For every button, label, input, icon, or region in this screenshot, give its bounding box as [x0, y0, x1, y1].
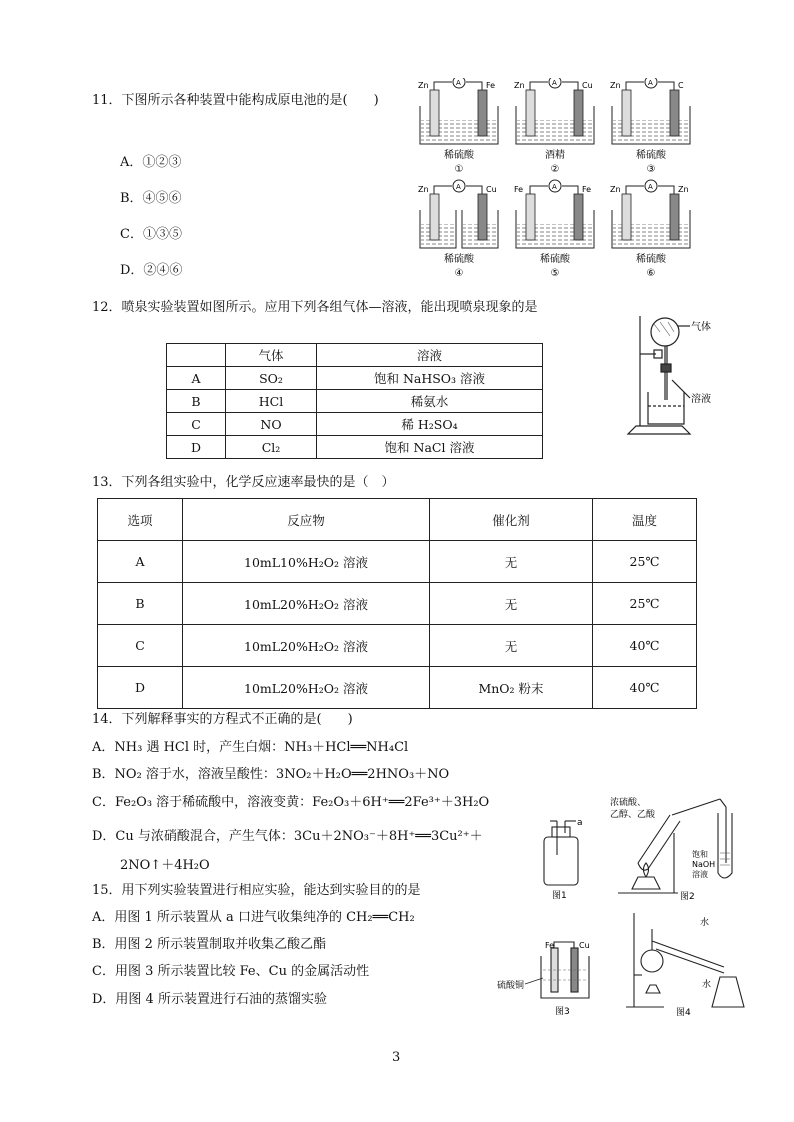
- q14-option-d-line1: D．Cu 与浓硝酸混合，产生气体：3Cu＋2NO₃⁻＋8H⁺══3Cu²⁺＋: [92, 829, 483, 844]
- cell-liquid-label: 稀硫酸: [636, 254, 666, 265]
- receiving-flask: [712, 977, 744, 1007]
- electrode-right-label: Fe: [486, 81, 496, 90]
- ammeter-label: A: [648, 183, 653, 191]
- table-cell: 40℃: [593, 667, 697, 709]
- figure-4-distillation: [620, 905, 750, 1017]
- fig4-water-out: 水: [702, 980, 712, 990]
- fig1-caption: 图1: [552, 891, 567, 900]
- table-cell: 25℃: [593, 541, 697, 583]
- cell-number: ⑤: [550, 268, 560, 279]
- ammeter-label: A: [456, 183, 461, 191]
- q12-stem: 12．喷泉实验装置如图所示。应用下列各组气体—溶液，能出现喷泉现象的是: [92, 300, 538, 315]
- cell-liquid-label: 稀硫酸: [636, 150, 666, 161]
- fig2-caption: 图2: [680, 892, 695, 902]
- fountain-apparatus-figure: [620, 310, 720, 440]
- fig2-solution-line2: NaOH: [692, 860, 716, 869]
- table-cell: MnO₂ 粉末: [430, 667, 593, 709]
- q14-option-c: C．Fe₂O₃ 溶于稀硫酸中，溶液变黄：Fe₂O₃＋6H⁺══2Fe³⁺＋3H₂O: [92, 795, 490, 810]
- q14-stem: 14．下列解释事实的方程式不正确的是( ): [92, 712, 353, 727]
- cell-number: ③: [646, 164, 656, 175]
- electrode-right: [574, 90, 583, 136]
- fig4-caption: 图4: [676, 1008, 691, 1017]
- q11-option-b: B．④⑤⑥: [120, 191, 182, 206]
- figure-1-gas-bottle: [530, 815, 605, 900]
- table-row: [98, 625, 697, 667]
- electrode-left: [622, 194, 631, 240]
- table-row: [98, 499, 697, 541]
- fig3-liquid-label: 硫酸铜: [497, 981, 525, 991]
- table-cell: 10mL20%H₂O₂ 溶液: [183, 667, 430, 709]
- fig2-solution-line3: 溶液: [692, 870, 708, 879]
- fig1-port-label: a: [577, 818, 583, 828]
- table-cell: NO: [226, 413, 317, 436]
- q15-option-b: B．用图 2 所示装置制取并收集乙酸乙酯: [92, 937, 327, 952]
- electrode-left-label: Zn: [610, 81, 621, 90]
- cell-liquid-label: 稀硫酸: [444, 254, 474, 265]
- table-cell: 无: [430, 541, 593, 583]
- q11-option-d: D．②④⑥: [120, 263, 183, 278]
- q15-option-c: C．用图 3 所示装置比较 Fe、Cu 的金属活动性: [92, 964, 370, 979]
- table-cell: 稀氨水: [317, 390, 543, 413]
- electrode-right: [478, 90, 487, 136]
- table-row: [167, 413, 543, 436]
- q13-table: [97, 498, 697, 709]
- table-cell: 10mL10%H₂O₂ 溶液: [183, 541, 430, 583]
- q12-table: [166, 343, 543, 459]
- table-cell: B: [98, 583, 183, 625]
- table-cell: 40℃: [593, 625, 697, 667]
- stand-base: [628, 426, 690, 434]
- q12-header-1: 气体: [226, 344, 317, 367]
- ammeter-label: A: [552, 79, 557, 87]
- electrode-left: [430, 90, 439, 136]
- fig2-reagents-line1: 浓硫酸、: [610, 798, 647, 808]
- electrode-right: [478, 194, 487, 240]
- electrode-right-label: Cu: [486, 185, 497, 194]
- q15-option-d: D．用图 4 所示装置进行石油的蒸馏实验: [92, 992, 327, 1007]
- cell-liquid-label: 稀硫酸: [444, 150, 474, 161]
- table-cell: 饱和 NaHSO₃ 溶液: [317, 367, 543, 390]
- q14-option-b: B．NO₂ 溶于水，溶液呈酸性：3NO₂＋H₂O══2HNO₃＋NO: [92, 767, 450, 782]
- table-row: [98, 667, 697, 709]
- electrode-right: [670, 90, 679, 136]
- cell-number: ①: [454, 164, 464, 175]
- q11-stem: 11．下图所示各种装置中能构成原电池的是( ): [92, 93, 379, 108]
- q14-option-a: A．NH₃ 遇 HCl 时，产生白烟：NH₃＋HCl══NH₄Cl: [92, 740, 409, 755]
- table-cell: SO₂: [226, 367, 317, 390]
- fig3-right-label: Cu: [579, 941, 590, 950]
- electrode-left: [526, 90, 535, 136]
- electrode-left: [430, 194, 439, 240]
- electrode-right: [670, 194, 679, 240]
- table-cell: B: [167, 390, 226, 413]
- gas-bottle: [544, 837, 578, 885]
- fig3-caption: 图3: [555, 1007, 570, 1017]
- cell-number: ⑥: [646, 268, 656, 279]
- table-cell: A: [167, 367, 226, 390]
- cell-liquid-label: 酒精: [545, 150, 565, 161]
- table-row: [167, 436, 543, 459]
- electrode-left-label: Zn: [418, 81, 429, 90]
- distilling-flask: [641, 950, 663, 972]
- table-cell: 无: [430, 625, 593, 667]
- table-cell: 稀 H₂SO₄: [317, 413, 543, 436]
- q11-option-a: A．①②③: [120, 155, 182, 170]
- electrode-left-label: Zn: [610, 185, 621, 194]
- beaker: [648, 392, 684, 424]
- q12-header-0: [167, 344, 226, 367]
- cell-diagram-5: [514, 180, 594, 279]
- electrode-left-label: Fe: [514, 185, 524, 194]
- q14-option-d-line2: 2NO↑＋4H₂O: [120, 858, 210, 873]
- cell-diagram-3: [610, 78, 690, 175]
- electrode-left: [622, 90, 631, 136]
- cell-diagram-4: [418, 180, 498, 279]
- q13-header-0: 选项: [98, 499, 183, 541]
- electrode-right-label: Cu: [582, 81, 593, 90]
- cell-diagram-1: [418, 78, 498, 175]
- alcohol-lamp: [632, 877, 660, 889]
- cell-diagram-6: [610, 180, 690, 279]
- table-cell: D: [98, 667, 183, 709]
- table-cell: 10mL20%H₂O₂ 溶液: [183, 583, 430, 625]
- electrode-left: [526, 194, 535, 240]
- q13-header-1: 反应物: [183, 499, 430, 541]
- electrode-left-label: Zn: [418, 185, 429, 194]
- round-flask: [651, 318, 679, 346]
- table-cell: Cl₂: [226, 436, 317, 459]
- fig2-solution-line1: 饱和: [692, 850, 708, 859]
- table-cell: C: [98, 625, 183, 667]
- q15-option-a: A．用图 1 所示装置从 a 口进气收集纯净的 CH₂══CH₂: [92, 910, 415, 925]
- electrode-right-label: Fe: [582, 185, 592, 194]
- q11-option-c: C．①③⑤: [120, 227, 182, 242]
- electrode-right: [574, 194, 583, 240]
- table-cell: D: [167, 436, 226, 459]
- table-cell: 10mL20%H₂O₂ 溶液: [183, 625, 430, 667]
- burner: [646, 985, 660, 993]
- page-number: 3: [392, 1050, 401, 1065]
- fig4-water-in: 水: [700, 918, 710, 928]
- q11-cells-figure: [414, 78, 704, 288]
- cell-number: ④: [454, 268, 464, 279]
- table-row: [167, 344, 543, 367]
- electrode-right-label: C: [678, 81, 684, 90]
- q13-header-2: 催化剂: [430, 499, 593, 541]
- table-cell: 无: [430, 583, 593, 625]
- q12-header-2: 溶液: [317, 344, 543, 367]
- fountain-solution-label: 溶液: [691, 394, 711, 405]
- table-row: [98, 583, 697, 625]
- cell-number: ②: [550, 164, 560, 175]
- table-cell: 饱和 NaCl 溶液: [317, 436, 543, 459]
- q13-stem: 13．下列各组实验中，化学反应速率最快的是（ ）: [92, 475, 395, 490]
- figure-2-ester-apparatus: [608, 793, 748, 903]
- collection-tube: [718, 813, 732, 878]
- ammeter-label: A: [552, 183, 557, 191]
- fig3-left-label: Fe: [545, 941, 555, 950]
- fountain-gas-label: 气体: [691, 322, 711, 333]
- table-cell: HCl: [226, 390, 317, 413]
- q13-header-3: 温度: [593, 499, 697, 541]
- electrode-right-label: Zn: [678, 185, 689, 194]
- table-row: [167, 390, 543, 413]
- table-row: [167, 367, 543, 390]
- figure-3-fe-cu-cell: [497, 938, 597, 1018]
- table-cell: 25℃: [593, 583, 697, 625]
- table-row: [98, 541, 697, 583]
- q15-stem: 15．用下列实验装置进行相应实验，能达到实验目的的是: [92, 883, 421, 898]
- table-cell: A: [98, 541, 183, 583]
- cell-liquid-label: 稀硫酸: [540, 254, 570, 265]
- fig2-reagents-line2: 乙醇、乙酸: [610, 810, 656, 820]
- delivery-tube: [672, 799, 720, 815]
- electrode-left-label: Zn: [514, 81, 525, 90]
- table-cell: C: [167, 413, 226, 436]
- cell-beaker: [541, 956, 589, 998]
- ammeter-label: A: [456, 79, 461, 87]
- ammeter-label: A: [648, 79, 653, 87]
- cell-diagram-2: [514, 78, 594, 175]
